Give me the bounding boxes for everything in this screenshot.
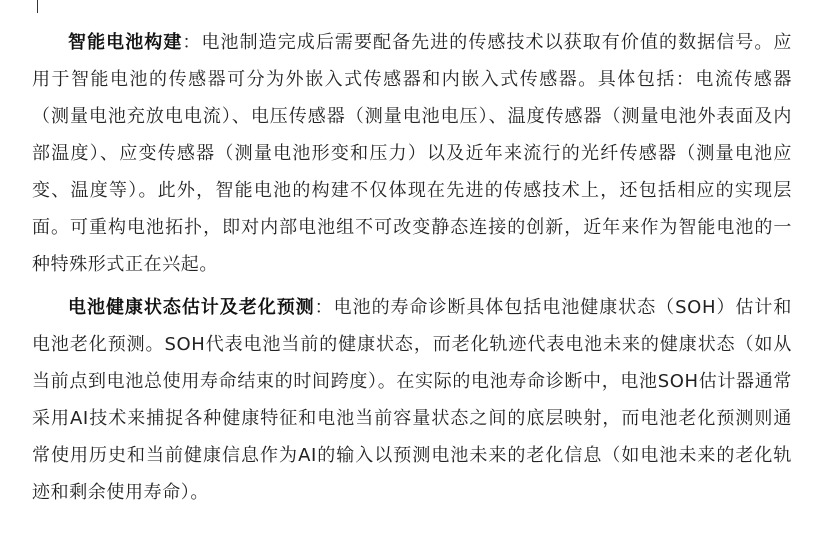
paragraph-text: 电池的寿命诊断具体包括电池健康状态（SOH）估计和电池老化预测。SOH代表电池当前的健康状态，而老化轨迹代表电池未来的健康状态（如从当前点到电池总使用寿命结束的时间跨度）。在实际的电池寿命诊断中，电池SOH估计器通常采用AI技术来捕捉各种健康特征和电池当前容量状态之间的底层映射，而电池老化预测则通常使用历史和当前健康信息作为AI的输入以预测电池未来的老化信息（如电池未来的老化轨迹和剩余使用寿命）。 — [32, 297, 792, 503]
paragraph-text: 电池制造完成后需要配备先进的传感技术以获取有价值的数据信号。应用于智能电池的传感器可分为外嵌入式传感器和内嵌入式传感器。具体包括：电流传感器（测量电池充放电电流）、电压传感器（测量电池电压）、温度传感器（测量电池外表面及内部温度）、应变传感器（测量电池形变和压力）以及近年来流行的光纤传感器（测量电池应变、温度等）。此外，智能电池的构建不仅体现在先进的传感技术上，还包括相应的实现层面。可重构电池拓扑，即对内部电池组不可改变静态连接的创新，近年来作为智能电池的一种特殊形式正在兴起。 — [32, 32, 792, 275]
heading-separator: ： — [182, 32, 202, 53]
paragraph-heading: 智能电池构建 — [68, 32, 183, 53]
document-body — [32, 24, 792, 511]
paragraph-smart-battery-construction — [32, 24, 792, 283]
paragraph-battery-health-estimation — [32, 289, 792, 511]
heading-separator: ： — [314, 297, 334, 318]
paragraph-heading: 电池健康状态估计及老化预测 — [68, 297, 315, 318]
text-cursor — [37, 0, 38, 13]
